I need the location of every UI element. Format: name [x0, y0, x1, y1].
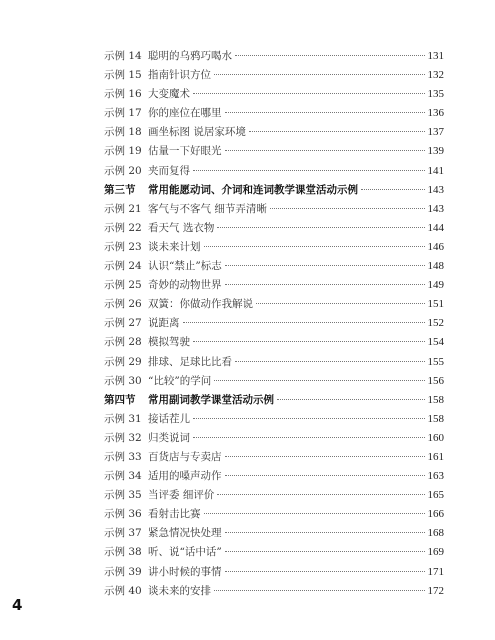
page-ref: 163	[427, 470, 444, 483]
dot-leader	[225, 475, 425, 476]
entry-title: 讲小时候的事情	[148, 565, 222, 578]
dot-leader	[214, 74, 425, 75]
page-number: 4	[12, 596, 23, 614]
page-ref: 132	[427, 69, 444, 82]
entry-title: 看射击比赛	[148, 508, 201, 521]
dot-leader	[193, 93, 425, 94]
dot-leader	[193, 170, 425, 171]
entry-label: 示例 14	[104, 50, 142, 62]
dot-leader	[193, 437, 425, 438]
entry-title: 排球、足球比比看	[148, 355, 232, 368]
toc-entry-row[interactable]	[104, 543, 444, 562]
toc-entry-row[interactable]	[104, 47, 444, 66]
page-ref: 143	[427, 183, 444, 196]
entry-title: “比较”的学问	[148, 374, 212, 387]
dot-leader	[225, 456, 425, 457]
entry-label: 示例 26	[104, 298, 142, 311]
entry-title: 双簧：你做动作我解说	[148, 298, 253, 311]
page-ref: 131	[427, 50, 444, 62]
page-ref: 152	[427, 317, 444, 330]
page-ref: 149	[427, 279, 444, 292]
page-ref: 148	[427, 260, 444, 273]
dot-leader	[235, 361, 425, 362]
entry-label: 示例 16	[104, 88, 142, 101]
dot-leader	[225, 551, 425, 552]
entry-label: 示例 40	[104, 584, 142, 597]
page-ref: 135	[427, 88, 444, 101]
page-ref: 158	[427, 393, 444, 406]
dot-leader	[225, 265, 425, 266]
entry-label: 示例 22	[104, 221, 142, 234]
entry-label: 示例 15	[104, 69, 142, 82]
dot-leader	[183, 322, 425, 323]
dot-leader	[225, 284, 425, 285]
entry-label: 示例 24	[104, 260, 142, 273]
page-ref: 161	[427, 450, 444, 463]
entry-label: 示例 27	[104, 317, 142, 330]
toc-entry-row[interactable]	[104, 238, 444, 257]
entry-title: 紧急情况快处理	[148, 527, 222, 540]
toc-entry-row[interactable]	[104, 333, 444, 352]
entry-label: 示例 32	[104, 431, 142, 444]
entry-label: 示例 19	[104, 145, 142, 158]
dot-leader	[225, 150, 425, 151]
page-ref: 169	[427, 546, 444, 559]
entry-title: 说距离	[148, 317, 180, 330]
toc-entry-row[interactable]	[104, 142, 444, 161]
page-ref: 144	[427, 221, 444, 234]
toc-entry-row[interactable]	[104, 219, 444, 238]
entry-label: 示例 34	[104, 470, 142, 483]
entry-label: 示例 31	[104, 412, 142, 425]
entry-title: 接话茬儿	[148, 412, 190, 425]
toc-entry-row[interactable]	[104, 467, 444, 486]
entry-label: 示例 28	[104, 336, 142, 349]
toc-entry-row[interactable]	[104, 123, 444, 142]
toc-entry-row[interactable]	[104, 276, 444, 295]
dot-leader	[225, 112, 425, 113]
page-ref: 160	[427, 431, 444, 444]
dot-leader	[249, 131, 425, 132]
dot-leader	[361, 189, 425, 190]
toc-entry-row[interactable]	[104, 448, 444, 467]
entry-title: 你的座位在哪里	[148, 107, 222, 120]
entry-title: 当评委 细评价	[148, 489, 215, 502]
section-label: 第三节	[104, 183, 136, 196]
toc-entry-row[interactable]	[104, 486, 444, 505]
entry-title: 模拟驾驶	[148, 336, 190, 349]
entry-title: 估量一下好眼光	[148, 145, 222, 158]
toc-entry-row[interactable]	[104, 372, 444, 391]
entry-title: 聪明的乌鸦巧喝水	[148, 50, 232, 62]
entry-label: 示例 33	[104, 450, 142, 463]
entry-title: 画坐标图 说居家环境	[148, 126, 246, 139]
page-ref: 146	[427, 240, 444, 253]
toc-entry-row[interactable]	[104, 85, 444, 104]
dot-leader	[270, 208, 425, 209]
page-ref: 151	[427, 298, 444, 311]
toc-entry-row[interactable]	[104, 104, 444, 123]
entry-title: 指南针识方位	[148, 69, 211, 82]
toc-entry-row[interactable]	[104, 66, 444, 85]
dot-leader	[204, 246, 425, 247]
dot-leader	[214, 380, 424, 381]
toc-entry-row[interactable]	[104, 314, 444, 333]
toc-entry-row[interactable]	[104, 524, 444, 543]
entry-label: 示例 17	[104, 107, 142, 120]
page-ref: 141	[427, 164, 444, 177]
toc-entry-row[interactable]	[104, 582, 444, 601]
entry-title: 奇妙的动物世界	[148, 279, 222, 292]
dot-leader	[225, 571, 425, 572]
page-ref: 171	[427, 565, 444, 578]
entry-title: 适用的嗓声动作	[148, 470, 222, 483]
dot-leader	[277, 399, 425, 400]
entry-label: 示例 20	[104, 164, 142, 177]
entry-label: 示例 38	[104, 546, 142, 559]
toc-entry-row[interactable]	[104, 200, 444, 219]
page-ref: 155	[427, 355, 444, 368]
page-ref: 143	[427, 202, 444, 215]
entry-title: 大变魔术	[148, 88, 190, 101]
entry-label: 示例 39	[104, 565, 142, 578]
dot-leader	[235, 55, 425, 56]
page-ref: 154	[427, 336, 444, 349]
dot-leader	[214, 590, 425, 591]
entry-title: 归类说词	[148, 431, 190, 444]
entry-title: 看天气 选衣物	[148, 221, 215, 234]
entry-title: 夹而复得	[148, 164, 190, 177]
dot-leader	[193, 341, 425, 342]
entry-label: 示例 21	[104, 202, 142, 215]
entry-title: 谈未来计划	[148, 240, 201, 253]
toc-entry-row[interactable]	[104, 162, 444, 181]
entry-label: 示例 23	[104, 240, 142, 253]
page-ref: 168	[427, 527, 444, 540]
entry-title: 听、说“话中话”	[148, 546, 222, 559]
entry-label: 示例 30	[104, 374, 142, 387]
toc-entry-row[interactable]	[104, 563, 444, 582]
entry-label: 示例 18	[104, 126, 142, 139]
entry-label: 示例 25	[104, 279, 142, 292]
entry-label: 示例 36	[104, 508, 142, 521]
toc-entry-row[interactable]	[104, 295, 444, 314]
toc-section-row[interactable]	[104, 391, 444, 410]
table-of-contents	[104, 47, 444, 601]
dot-leader	[217, 227, 424, 228]
page-ref: 165	[427, 489, 444, 502]
entry-title: 客气与不客气 细节弄清晰	[148, 202, 267, 215]
entry-title: 谈未来的安排	[148, 584, 211, 597]
toc-entry-row[interactable]	[104, 505, 444, 524]
dot-leader	[193, 418, 425, 419]
dot-leader	[204, 513, 425, 514]
page-ref: 172	[427, 584, 444, 597]
section-title: 常用能愿动词、介词和连词教学课堂活动示例	[148, 183, 358, 196]
page-ref: 139	[427, 145, 444, 158]
page-ref: 137	[427, 126, 444, 139]
entry-label: 示例 29	[104, 355, 142, 368]
section-label: 第四节	[104, 393, 136, 406]
entry-label: 示例 35	[104, 489, 142, 502]
dot-leader	[217, 494, 424, 495]
entry-title: 百货店与专卖店	[148, 450, 222, 463]
toc-entry-row[interactable]	[104, 353, 444, 372]
toc-entry-row[interactable]	[104, 410, 444, 429]
section-title: 常用副词教学课堂活动示例	[148, 393, 274, 406]
entry-label: 示例 37	[104, 527, 142, 540]
page-ref: 136	[427, 107, 444, 120]
page-ref: 158	[427, 412, 444, 425]
page-ref: 156	[427, 374, 444, 387]
dot-leader	[225, 532, 425, 533]
toc-entry-row[interactable]	[104, 429, 444, 448]
dot-leader	[256, 303, 425, 304]
toc-section-row[interactable]	[104, 181, 444, 200]
entry-title: 认识“禁止”标志	[148, 260, 222, 273]
toc-entry-row[interactable]	[104, 257, 444, 276]
page-ref: 166	[427, 508, 444, 521]
